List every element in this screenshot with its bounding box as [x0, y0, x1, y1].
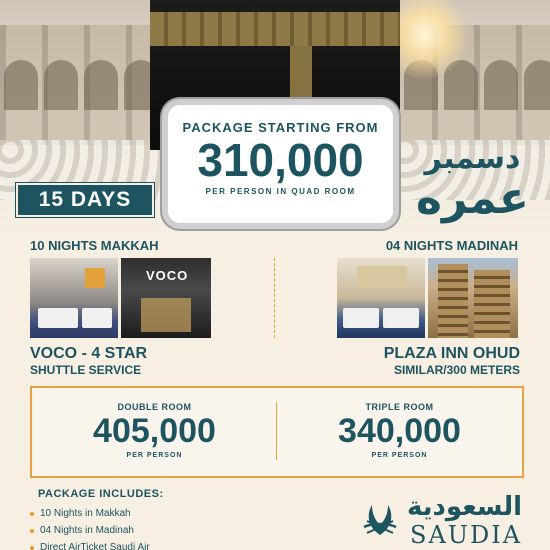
room-per: PER PERSON	[126, 452, 183, 459]
room-price: 340,000	[338, 412, 461, 450]
bed	[343, 308, 379, 328]
includes-title: PACKAGE INCLUDES:	[38, 488, 164, 500]
kaaba-gold-band	[150, 12, 400, 46]
room-label: TRIPLE ROOM	[365, 402, 434, 412]
list-item: 10 Nights in Makkah	[30, 505, 150, 522]
room-prices-box	[30, 386, 524, 478]
lobby-glow	[141, 298, 191, 332]
saudia-logo-english: SAUDIA	[410, 521, 523, 549]
madinah-hotel-room-photo	[337, 258, 425, 338]
saudia-emblem-icon	[358, 497, 402, 541]
madinah-nights: 04 NIGHTS MADINAH	[385, 238, 518, 253]
madinah-hotel-detail: SIMILAR/300 METERS	[393, 363, 520, 377]
bed	[383, 308, 419, 328]
makkah-hotel-room-photo	[30, 258, 118, 338]
duration-badge: 15 DAYS	[18, 185, 152, 215]
makkah-hotel-entrance-photo	[121, 258, 211, 338]
double-room-price	[32, 388, 277, 459]
triple-room-price	[277, 388, 522, 459]
includes-list	[30, 505, 150, 550]
makkah-hotel-name: VOCO - 4 STAR	[30, 345, 148, 362]
makkah-hotel-detail: SHUTTLE SERVICE	[30, 363, 142, 377]
makkah-nights: 10 NIGHTS MAKKAH	[30, 238, 159, 253]
starting-price: 310,000	[197, 134, 364, 186]
wall-art	[85, 268, 105, 288]
price-card-subtitle: PER PERSON IN QUAD ROOM	[205, 187, 356, 196]
saudia-logo-arabic: السعودية	[407, 492, 522, 522]
list-item: Direct AirTicket Saudi Air	[30, 539, 150, 550]
arabic-title-month: دسمبر	[424, 141, 521, 176]
voco-sign: VOCO	[146, 268, 189, 283]
room-price: 405,000	[93, 412, 216, 450]
kaaba-door	[290, 46, 312, 106]
madinah-hotel-building-photo	[428, 258, 518, 338]
arabic-title-umrah: عمره	[416, 173, 529, 224]
building-tower	[474, 270, 510, 338]
list-item: 04 Nights in Madinah	[30, 522, 150, 539]
arabic-title	[405, 142, 540, 222]
room-label: DOUBLE ROOM	[117, 402, 192, 412]
building-tower	[438, 264, 468, 338]
room-per: PER PERSON	[371, 452, 428, 459]
bed	[38, 308, 78, 328]
arches-left	[4, 60, 158, 110]
hotel-divider	[274, 258, 275, 338]
price-card-title: PACKAGE STARTING FROM	[182, 120, 379, 135]
madinah-hotel-name: PLAZA INN OHUD	[383, 345, 520, 362]
starting-price-card	[168, 105, 393, 223]
bed	[82, 308, 112, 328]
curtain	[357, 266, 407, 288]
